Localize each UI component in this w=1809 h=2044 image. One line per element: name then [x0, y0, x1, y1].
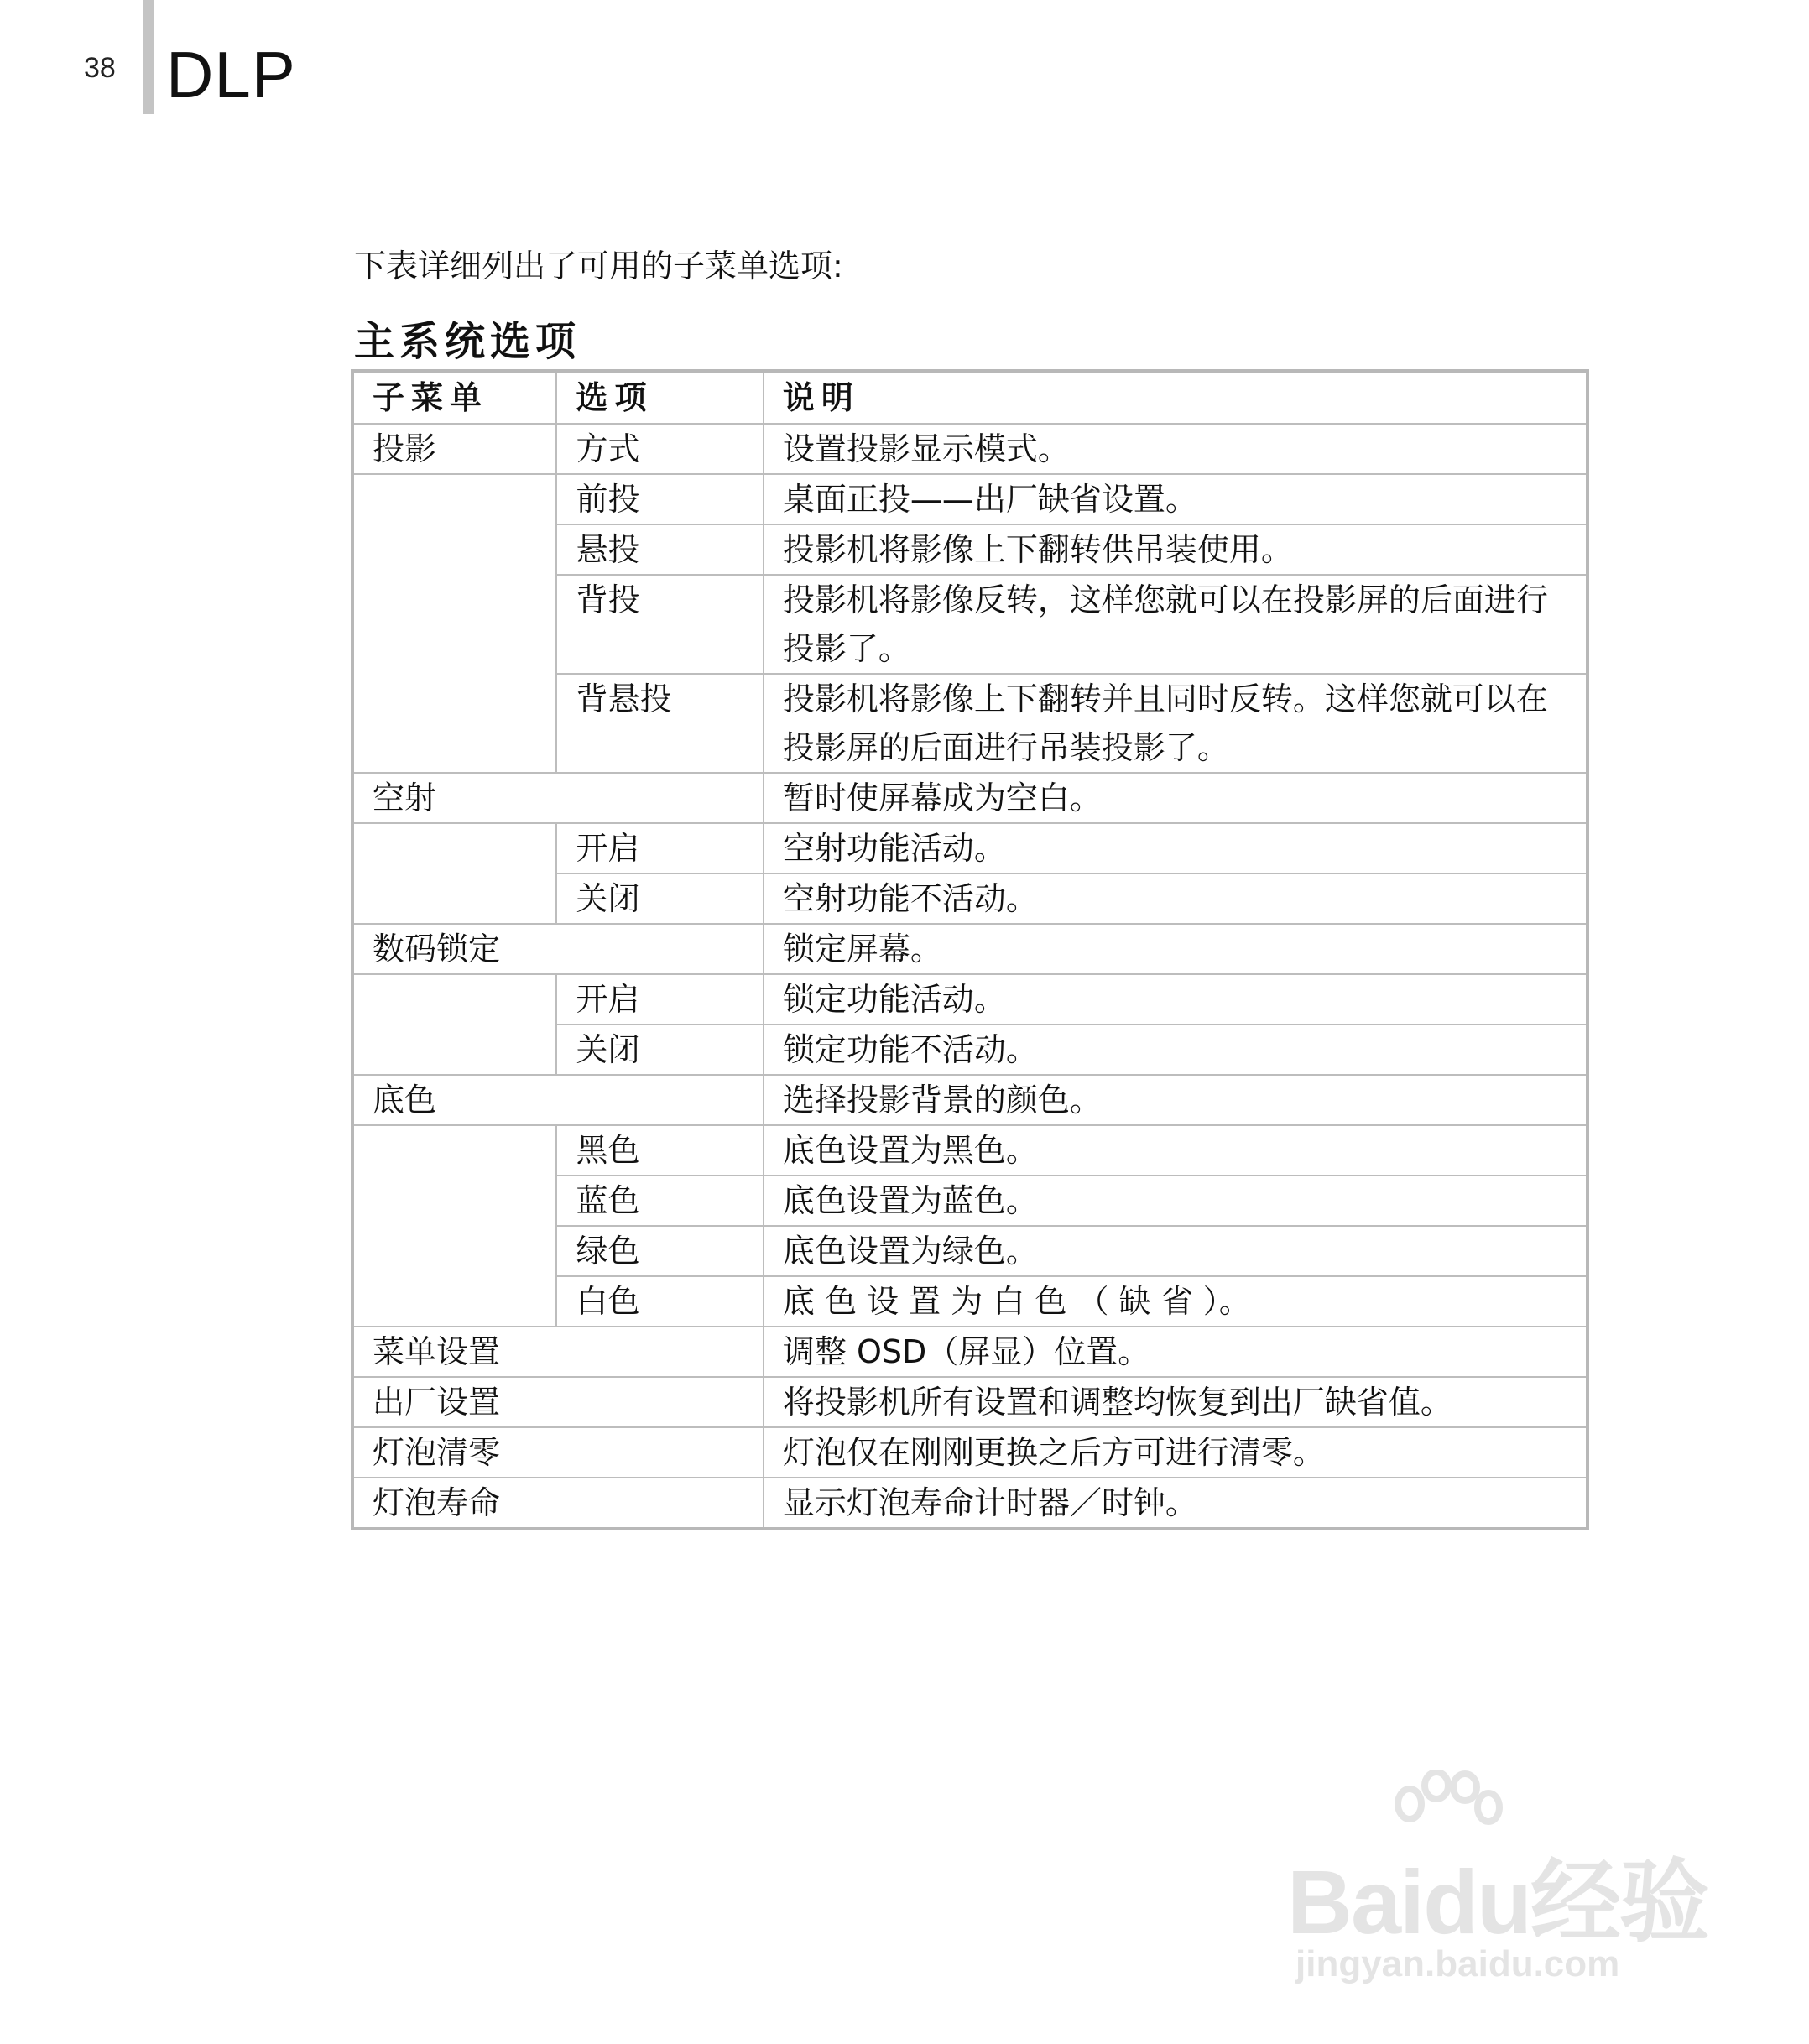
watermark-logo: Baidu经验: [1287, 1851, 1709, 1953]
cell-submenu-empty: [352, 823, 556, 924]
cell-description: 设置投影显示模式。: [764, 424, 1587, 474]
cell-description: 底色设置为黑色。: [764, 1125, 1587, 1176]
cell-description: 锁定屏幕。: [764, 924, 1587, 974]
cell-option: 悬投: [556, 524, 763, 575]
header-bar: [143, 0, 154, 114]
cell-option: 黑色: [556, 1125, 763, 1176]
header-description: 说明: [764, 371, 1587, 424]
cell-description: 调整 OSD（屏显）位置。: [764, 1327, 1587, 1377]
cell-submenu: 菜单设置: [352, 1327, 764, 1377]
cell-description: 灯泡仅在刚刚更换之后方可进行清零。: [764, 1427, 1587, 1478]
table-row: [352, 924, 1587, 974]
cell-description: 底色设置为绿色。: [764, 1226, 1587, 1276]
cell-description: 暂时使屏幕成为空白。: [764, 773, 1587, 823]
cell-description-cont: 投影了。: [764, 624, 1587, 674]
header-title: DLP: [166, 38, 296, 112]
cell-option: 开启: [556, 974, 763, 1025]
watermark-url: jingyan.baidu.com: [1295, 1943, 1620, 1984]
cell-description: 投影机将影像反转，这样您就可以在投影屏的后面进行: [764, 575, 1587, 624]
cell-option: 蓝色: [556, 1176, 763, 1226]
cell-option: 白色: [556, 1276, 763, 1327]
cell-description: 投影机将影像上下翻转供吊装使用。: [764, 524, 1587, 575]
cell-submenu-empty: [352, 974, 556, 1075]
table-row: [352, 1377, 1587, 1427]
cell-option: 方式: [556, 424, 763, 474]
cell-option: 背悬投: [556, 674, 763, 773]
table-row: [352, 974, 1587, 1025]
header-option: 选项: [556, 371, 763, 424]
table-row: [352, 1427, 1587, 1478]
cell-option: 绿色: [556, 1226, 763, 1276]
cell-submenu-empty: [352, 474, 556, 773]
cell-option: 关闭: [556, 873, 763, 924]
cell-option: 开启: [556, 823, 763, 873]
cell-description: 空射功能不活动。: [764, 873, 1587, 924]
intro-text: 下表详细列出了可用的子菜单选项:: [354, 248, 843, 284]
submenu-table: [351, 369, 1589, 1530]
baidu-watermark: [1284, 1770, 1720, 1989]
table-row: [352, 474, 1587, 524]
cell-description: 显示灯泡寿命计时器／时钟。: [764, 1478, 1587, 1529]
cell-submenu: 灯泡清零: [352, 1427, 764, 1478]
cell-description: 桌面正投——出厂缺省设置。: [764, 474, 1587, 524]
header-submenu: 子菜单: [352, 371, 556, 424]
table-row: [352, 823, 1587, 873]
cell-submenu: 底色: [352, 1075, 764, 1125]
cell-option: 关闭: [556, 1025, 763, 1075]
table-header-row: [352, 371, 1587, 424]
table-row: [352, 1478, 1587, 1529]
cell-option: 背投: [556, 575, 763, 674]
table-row: [352, 1125, 1587, 1176]
cell-submenu: 灯泡寿命: [352, 1478, 764, 1529]
cell-description: 投影机将影像上下翻转并且同时反转。这样您就可以在: [764, 674, 1587, 723]
table-row: [352, 1327, 1587, 1377]
table-row: [352, 773, 1587, 823]
cell-submenu: 空射: [352, 773, 764, 823]
cell-description: 底 色 设 置 为 白 色 （ 缺 省 ）。: [764, 1276, 1587, 1327]
cell-description: 锁定功能活动。: [764, 974, 1587, 1025]
table-row: [352, 1075, 1587, 1125]
cell-submenu: 数码锁定: [352, 924, 764, 974]
cell-submenu: 出厂设置: [352, 1377, 764, 1427]
table-row: [352, 424, 1587, 474]
cell-description: 空射功能活动。: [764, 823, 1587, 873]
cell-submenu-empty: [352, 1125, 556, 1327]
cell-description: 选择投影背景的颜色。: [764, 1075, 1587, 1125]
cell-description: 将投影机所有设置和调整均恢复到出厂缺省值。: [764, 1377, 1587, 1427]
cell-submenu: 投影: [352, 424, 556, 474]
cell-option: 前投: [556, 474, 763, 524]
page-number: 38: [84, 52, 116, 84]
cell-description-cont: 投影屏的后面进行吊装投影了。: [764, 723, 1587, 773]
section-title: 主系统选项: [354, 318, 581, 365]
cell-description: 底色设置为蓝色。: [764, 1176, 1587, 1226]
cell-description: 锁定功能不活动。: [764, 1025, 1587, 1075]
